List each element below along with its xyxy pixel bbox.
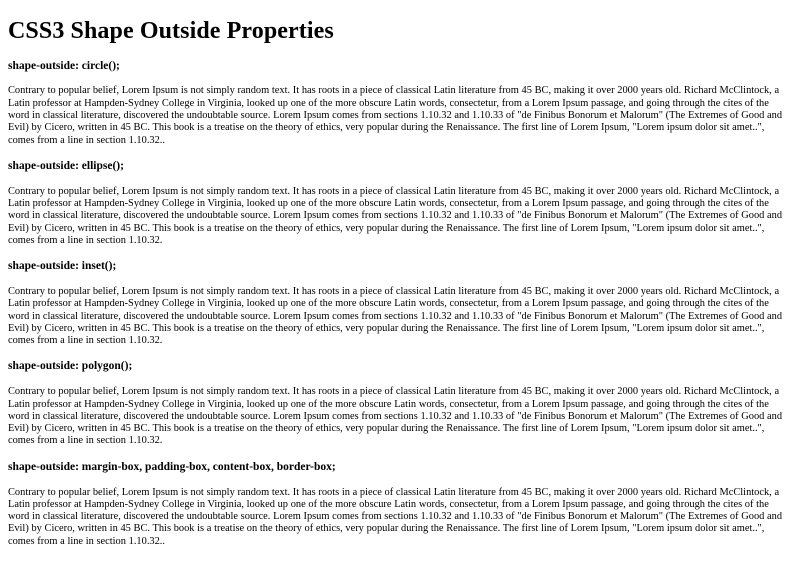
section-inset — [8, 260, 792, 347]
page-title: CSS3 Shape Outside Properties — [8, 18, 334, 44]
section-paragraph-inset: Contrary to popular belief, Lorem Ipsum is not simply random text. It has roots in a piece of classical Latin literature from 45 BC, making it over 2000 years old. Richard McClintock, a Latin professor at Hampden-Sydney College in Virginia, looked up one of the more obscure Latin words, consectetur, from a Lorem Ipsum passage, and going through the cites of the word in classical literature, discovered the undoubtable source. Lorem Ipsum comes from sections 1.10.32 and 1.10.33 of "de Finibus Bonorum et Malorum" (The Extremes of Good and Evil) by Cicero, written in 45 BC. This book is a treatise on the theory of ethics, very popular during the Renaissance. The first line of Lorem Ipsum, "Lorem ipsum dolor sit amet..", comes from a line in section 1.10.32. — [8, 285, 783, 347]
section-polygon — [8, 360, 792, 447]
section-box-values — [8, 461, 792, 548]
section-paragraph-circle: Contrary to popular belief, Lorem Ipsum is not simply random text. It has roots in a piece of classical Latin literature from 45 BC, making it over 2000 years old. Richard McClintock, a Latin professor at Hampden-Sydney College in Virginia, looked up one of the more obscure Latin words, consectetur, from a Lorem Ipsum passage, and going through the cites of the word in classical literature, discovered the undoubtable source. Lorem Ipsum comes from sections 1.10.32 and 1.10.33 of "de Finibus Bonorum et Malorum" (The Extremes of Good and Evil) by Cicero, written in 45 BC. This book is a treatise on the theory of ethics, very popular during the Renaissance. The first line of Lorem Ipsum, "Lorem ipsum dolor sit amet..", comes from a line in section 1.10.32.. — [8, 85, 783, 146]
section-heading-box-values: shape-outside: margin-box, padding-box, content-box, border-box; — [8, 460, 336, 473]
section-heading-polygon: shape-outside: polygon(); — [8, 360, 133, 373]
section-heading-inset: shape-outside: inset(); — [8, 260, 117, 273]
section-heading-circle: shape-outside: circle(); — [8, 59, 120, 72]
section-heading-ellipse: shape-outside: ellipse(); — [8, 159, 124, 172]
section-paragraph-ellipse: Contrary to popular belief, Lorem Ipsum is not simply random text. It has roots in a piece of classical Latin literature from 45 BC, making it over 2000 years old. Richard McClintock, a Latin professor at Hampden-Sydney College in Virginia, looked up one of the more obscure Latin words, consectetur, from a Lorem Ipsum passage, and going through the cites of the word in classical literature, discovered the undoubtable source. Lorem Ipsum comes from sections 1.10.32 and 1.10.33 of "de Finibus Bonorum et Malorum" (The Extremes of Good and Evil) by Cicero, written in 45 BC. This book is a treatise on the theory of ethics, very popular during the Renaissance. The first line of Lorem Ipsum, "Lorem ipsum dolor sit amet..", comes from a line in section 1.10.32. — [8, 185, 783, 246]
section-paragraph-box-values: Contrary to popular belief, Lorem Ipsum is not simply random text. It has roots in a piece of classical Latin literature from 45 BC, making it over 2000 years old. Richard McClintock, a Latin professor at Hampden-Sydney College in Virginia, looked up one of the more obscure Latin words, consectetur, from a Lorem Ipsum passage, and going through the cites of the word in classical literature, discovered the undoubtable source. Lorem Ipsum comes from sections 1.10.32 and 1.10.33 of "de Finibus Bonorum et Malorum" (The Extremes of Good and Evil) by Cicero, written in 45 BC. This book is a treatise on the theory of ethics, very popular during the Renaissance. The first line of Lorem Ipsum, "Lorem ipsum dolor sit amet..", comes from a line in section 1.10.32.. — [8, 486, 783, 547]
section-paragraph-polygon: Contrary to popular belief, Lorem Ipsum is not simply random text. It has roots in a piece of classical Latin literature from 45 BC, making it over 2000 years old. Richard McClintock, a Latin professor at Hampden-Sydney College in Virginia, looked up one of the more obscure Latin words, consectetur, from a Lorem Ipsum passage, and going through the cites of the word in classical literature, discovered the undoubtable source. Lorem Ipsum comes from sections 1.10.32 and 1.10.33 of "de Finibus Bonorum et Malorum" (The Extremes of Good and Evil) by Cicero, written in 45 BC. This book is a treatise on the theory of ethics, very popular during the Renaissance. The first line of Lorem Ipsum, "Lorem ipsum dolor sit amet..", comes from a line in section 1.10.32. — [8, 386, 783, 447]
section-circle — [8, 60, 792, 147]
section-ellipse — [8, 160, 792, 247]
